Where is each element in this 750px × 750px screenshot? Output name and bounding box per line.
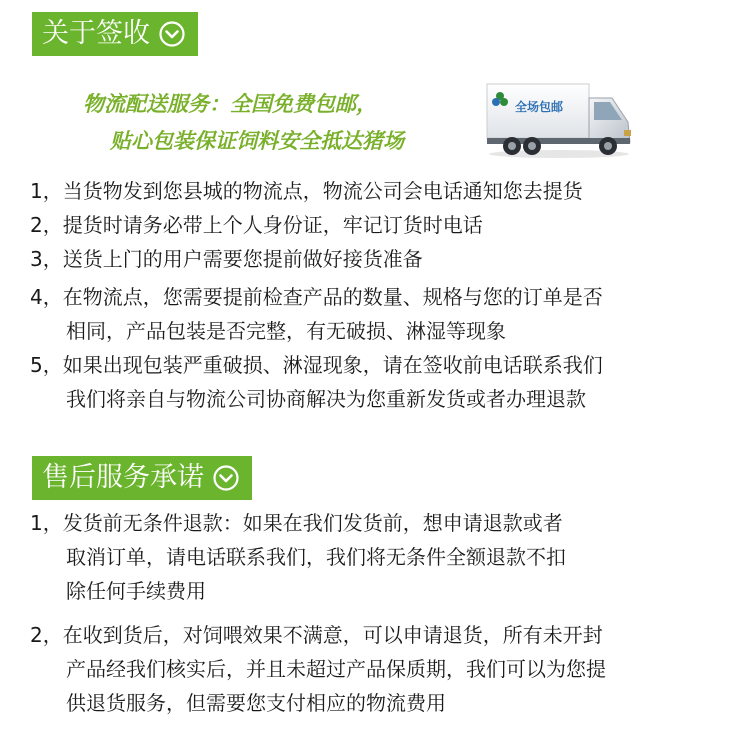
list-item: 5，如果出现包装严重破损、淋湿现象，请在签收前电话联系我们 我们将亲自与物流公司协商解决为您重新发货或者办理退款 [30,353,603,411]
delivery-truck-image [484,80,634,158]
list-item: 1，当货物发到您县城的物流点，物流公司会电话通知您去提货 [30,179,583,203]
section-title: 关于签收 [42,18,150,49]
promo-line-2: 贴心包装保证饲料安全抵达猪场 [110,129,404,153]
list-item: 3，送货上门的用户需要您提前做好接货准备 [30,247,423,271]
section-header-after-sales [32,456,252,500]
chevron-down-circle-icon [158,20,186,48]
list-item: 1，发货前无条件退款：如果在我们发货前，想申请退款或者 取消订单，请电话联系我们，我们将无条件全额退款不扣 除任何手续费用 [30,511,566,603]
list-item: 4，在物流点，您需要提前检查产品的数量、规格与您的订单是否 相同，产品包装是否完整，有无破损、淋湿等现象 [30,285,603,343]
truck-label: 全场包邮 [515,100,564,114]
list-item: 2，提货时请务必带上个人身份证，牢记订货时电话 [30,213,483,237]
promo-line-1: 物流配送服务：全国免费包邮， [83,92,377,116]
list-item: 2，在收到货后，对饲喂效果不满意，可以申请退货，所有未开封 产品经我们核实后，并且未超过产品保质期，我们可以为您提 供退货服务，但需要您支付相应的物流费用 [30,623,606,715]
chevron-down-circle-icon [212,464,240,492]
section-header-receipt [32,12,198,56]
section-title: 售后服务承诺 [42,462,204,493]
